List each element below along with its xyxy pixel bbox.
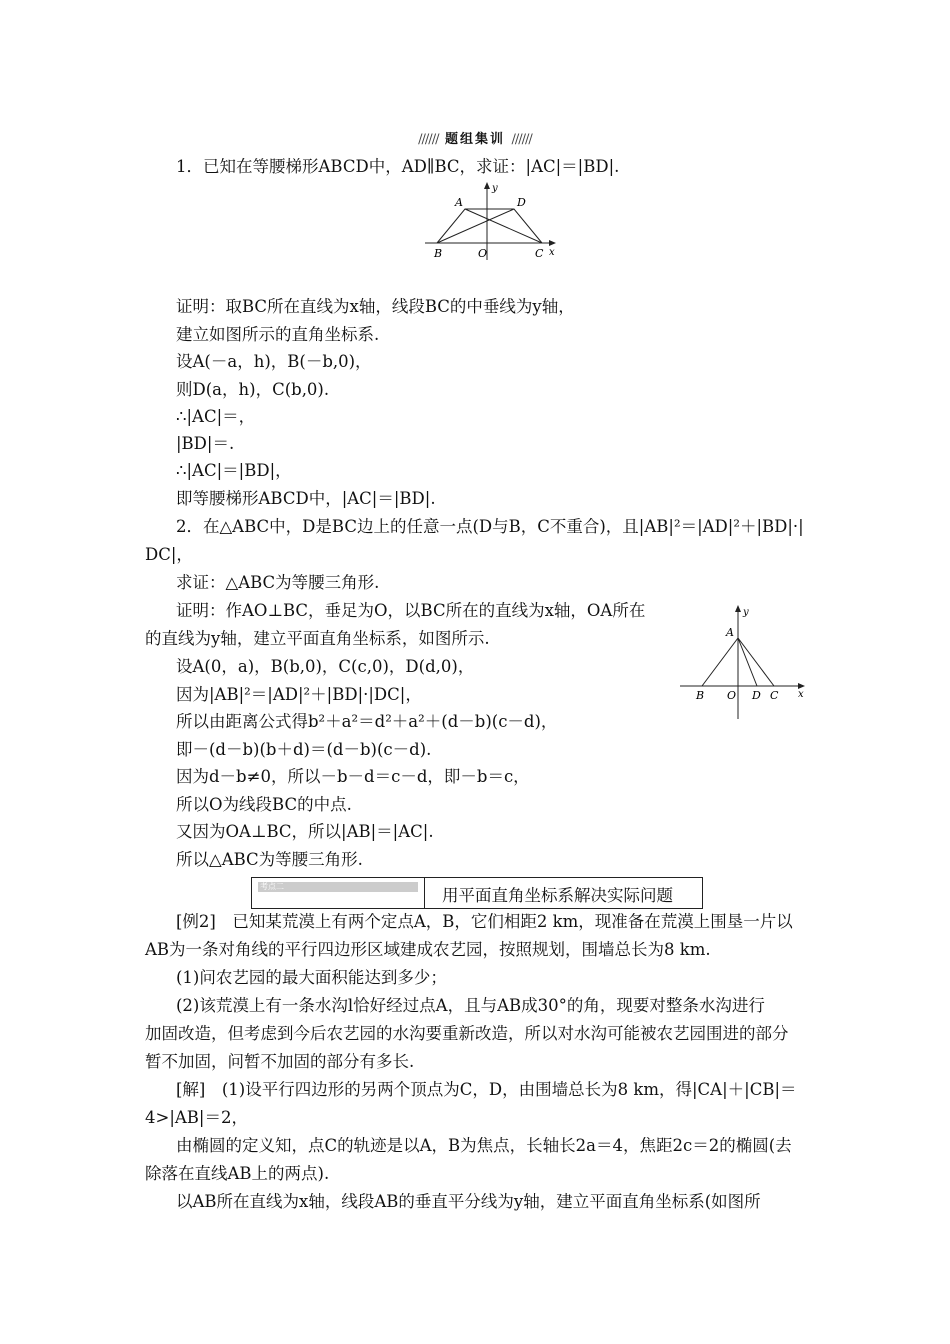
label-o: O [478, 247, 488, 260]
p1-proof-line: 证明：取BC所在直线为x轴，线段BC的中垂线为y轴， [176, 297, 575, 316]
label-b: B [696, 689, 705, 702]
problem1-statement: 1．已知在等腰梯形ABCD中，AD∥BC，求证：|AC|＝|BD|. [176, 157, 620, 176]
p1-proof-line: |BD|＝. [176, 434, 235, 453]
p2-proof-line: 的直线为y轴，建立平面直角坐标系，如图所示. [145, 629, 490, 648]
solution-line: [解] (1)设平行四边形的另两个顶点为C，D，由围墙总长为8 km，得|CA|＋|CB|＝ [176, 1080, 797, 1099]
example2-line: 加固改造，但考虑到今后农艺园的水沟要重新改造，所以对水沟可能被农艺园围进的部分 [145, 1024, 789, 1043]
section-title: 用平面直角坐标系解决实际问题 [442, 886, 673, 905]
p2-proof-line: 所以O为线段BC的中点. [176, 795, 352, 814]
solution-line: 以AB所在直线为x轴，线段AB的垂直平分线为y轴，建立平面直角坐标系(如图所 [176, 1192, 761, 1211]
label-a: A [726, 626, 734, 639]
example2-line: [例2] 已知某荒漠上有两个定点A，B，它们相距2 km，现准备在荒漠上围垦一片以 [176, 912, 793, 931]
problem2-statement-line2: DC|， [145, 545, 193, 564]
label-o: O [727, 689, 737, 702]
label-d: D [752, 689, 761, 702]
p2-proof-line: 又因为OA⊥BC，所以|AB|＝|AC|. [176, 822, 434, 841]
example2-line: 暂不加固，问暂不加固的部分有多长. [145, 1052, 415, 1071]
label-y: y [743, 607, 749, 618]
p2-proof-line: 因为d－b≠0，所以－b－d＝c－d，即－b＝c， [176, 767, 530, 786]
segment-ab [702, 638, 738, 686]
trapezoid-figure [425, 180, 565, 262]
p1-proof-line: 则D(a，h)，C(b,0). [176, 380, 330, 399]
y-axis-arrow [484, 182, 490, 189]
problem2-statement-line1: 2．在△ABC中，D是BC边上的任意一点(D与B，C不重合)，且|AB|²＝|AD|²＋|BD|·| [176, 517, 804, 536]
section-header [0, 128, 950, 147]
segment-ac [738, 638, 774, 686]
example2-line: AB为一条对角线的平行四边形区域建成农艺园，按照规划，围墙总长为8 km. [145, 940, 711, 959]
p2-proof-line: 所以△ABC为等腰三角形. [176, 850, 363, 869]
label-x: x [798, 689, 804, 700]
label-a: A [455, 196, 463, 209]
p2-proof-line: 即－(d－b)(b＋d)＝(d－b)(c－d). [176, 740, 432, 759]
label-c: C [535, 247, 544, 260]
example2-line: (2)该荒漠上有一条水沟l恰好经过点A，且与AB成30°的角，现要对整条水沟进行 [176, 996, 765, 1015]
solution-line: 由椭圆的定义知，点C的轨迹是以A，B为焦点，长轴长2a＝4，焦距2c＝2的椭圆(去 [176, 1136, 792, 1155]
solution-line: 除落在直线AB上的两点). [145, 1164, 330, 1183]
solution-line: 4>|AB|＝2， [145, 1108, 248, 1127]
example2-line: (1)问农艺园的最大面积能达到多少； [176, 968, 447, 987]
label-x: x [549, 247, 555, 258]
p2-proof-line: 证明：作AO⊥BC，垂足为O，以BC所在的直线为x轴，OA所在 [176, 601, 646, 620]
y-axis-arrow [735, 605, 741, 612]
p1-proof-line: 设A(－a，h)，B(－b,0)， [176, 352, 372, 371]
x-axis-arrow [549, 240, 556, 246]
label-c: C [770, 689, 779, 702]
trapezoid-edges [437, 209, 542, 243]
segment-ad [738, 638, 757, 686]
problem2-goal: 求证：△ABC为等腰三角形. [176, 573, 380, 592]
section-divider [424, 878, 425, 908]
p2-proof-line: 因为|AB|²＝|AD|²＋|BD|·|DC|， [176, 685, 422, 704]
section-tag-label: 考点二 [260, 882, 284, 891]
triangle-figure [680, 603, 810, 721]
section-title-box [251, 877, 703, 909]
label-b: B [434, 247, 443, 260]
header-decor-left: ////// [418, 132, 439, 147]
p1-proof-line: 建立如图所示的直角坐标系. [176, 325, 380, 344]
p2-proof-line: 所以由距离公式得b²＋a²＝d²＋a²＋(d－b)(c－d)， [176, 712, 558, 731]
label-d: D [517, 196, 526, 209]
header-title: 题组集训 [444, 132, 505, 147]
p1-proof-line: 即等腰梯形ABCD中，|AC|＝|BD|. [176, 489, 436, 508]
p1-proof-line: ∴|AC|＝， [176, 407, 256, 426]
label-y: y [492, 183, 498, 194]
p2-proof-line: 设A(0，a)，B(b,0)，C(c,0)，D(d,0)， [176, 657, 475, 676]
header-decor-right: ////// [511, 132, 532, 147]
p1-proof-line: ∴|AC|＝|BD|， [176, 461, 292, 480]
